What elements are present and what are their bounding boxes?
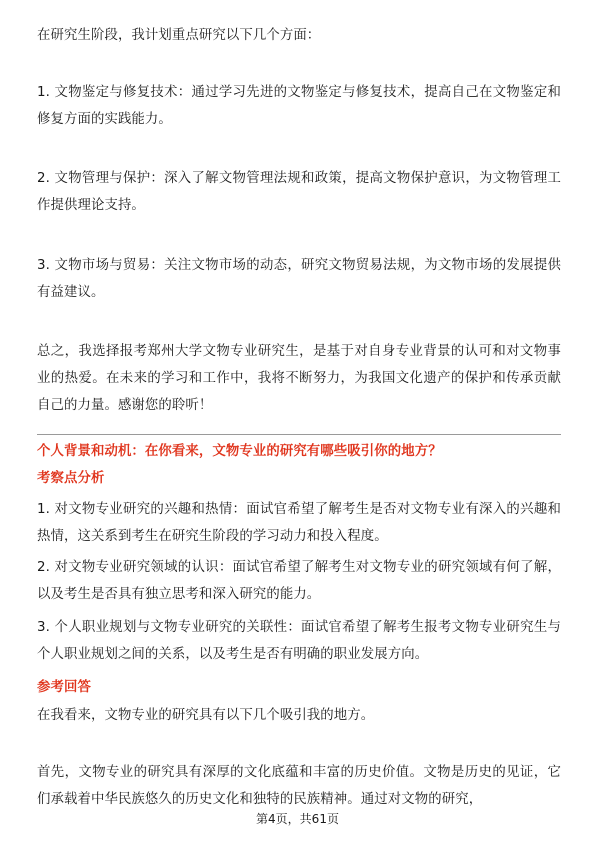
intro-paragraph: 在研究生阶段，我计划重点研究以下几个方面： bbox=[37, 28, 321, 43]
interview-question: 个人背景和动机：在你看来，文物专业的研究有哪些吸引你的地方？ bbox=[37, 444, 442, 459]
page-number: 第4页，共61页 bbox=[256, 812, 339, 826]
analysis-heading: 考察点分析 bbox=[37, 471, 105, 486]
analysis-item-1: 1. 对文物专业研究的兴趣和热情：面试官希望了解考生是否对文物专业有深入的兴趣和热情，这关系到考生在研究生阶段的学习动力和投入程度。 bbox=[37, 502, 561, 544]
plan-item-1: 1. 文物鉴定与修复技术：通过学习先进的文物鉴定与修复技术，提高自己在文物鉴定和修复方面的实践能力。 bbox=[37, 85, 561, 127]
plan-item-2: 2. 文物管理与保护：深入了解文物管理法规和政策，提高文物保护意识，为文物管理工作提供理论支持。 bbox=[37, 171, 561, 213]
answer-first-paragraph: 首先，文物专业的研究具有深厚的文化底蕴和丰富的历史价值。文物是历史的见证，它们承载着中华民族悠久的历史文化和独特的民族精神。通过对文物的研究， bbox=[37, 765, 561, 807]
conclusion-paragraph: 总之，我选择报考郑州大学文物专业研究生，是基于对自身专业背景的认可和对文物事业的热爱。在未来的学习和工作中，我将不断努力，为我国文化遗产的保护和传承贡献自己的力量。感谢您的聆听！ bbox=[37, 344, 561, 413]
answer-heading: 参考回答 bbox=[37, 680, 91, 695]
analysis-item-3: 3. 个人职业规划与文物专业研究的关联性：面试官希望了解考生报考文物专业研究生与个人职业规划之间的关系，以及考生是否有明确的职业发展方向。 bbox=[37, 620, 561, 662]
analysis-item-2: 2. 对文物专业研究领域的认识：面试官希望了解考生对文物专业的研究领域有何了解，以及考生是否具有独立思考和深入研究的能力。 bbox=[37, 560, 561, 602]
plan-item-3: 3. 文物市场与贸易：关注文物市场的动态，研究文物贸易法规，为文物市场的发展提供有益建议。 bbox=[37, 258, 561, 300]
answer-opening: 在我看来，文物专业的研究具有以下几个吸引我的地方。 bbox=[37, 708, 375, 723]
section-divider bbox=[37, 434, 561, 435]
